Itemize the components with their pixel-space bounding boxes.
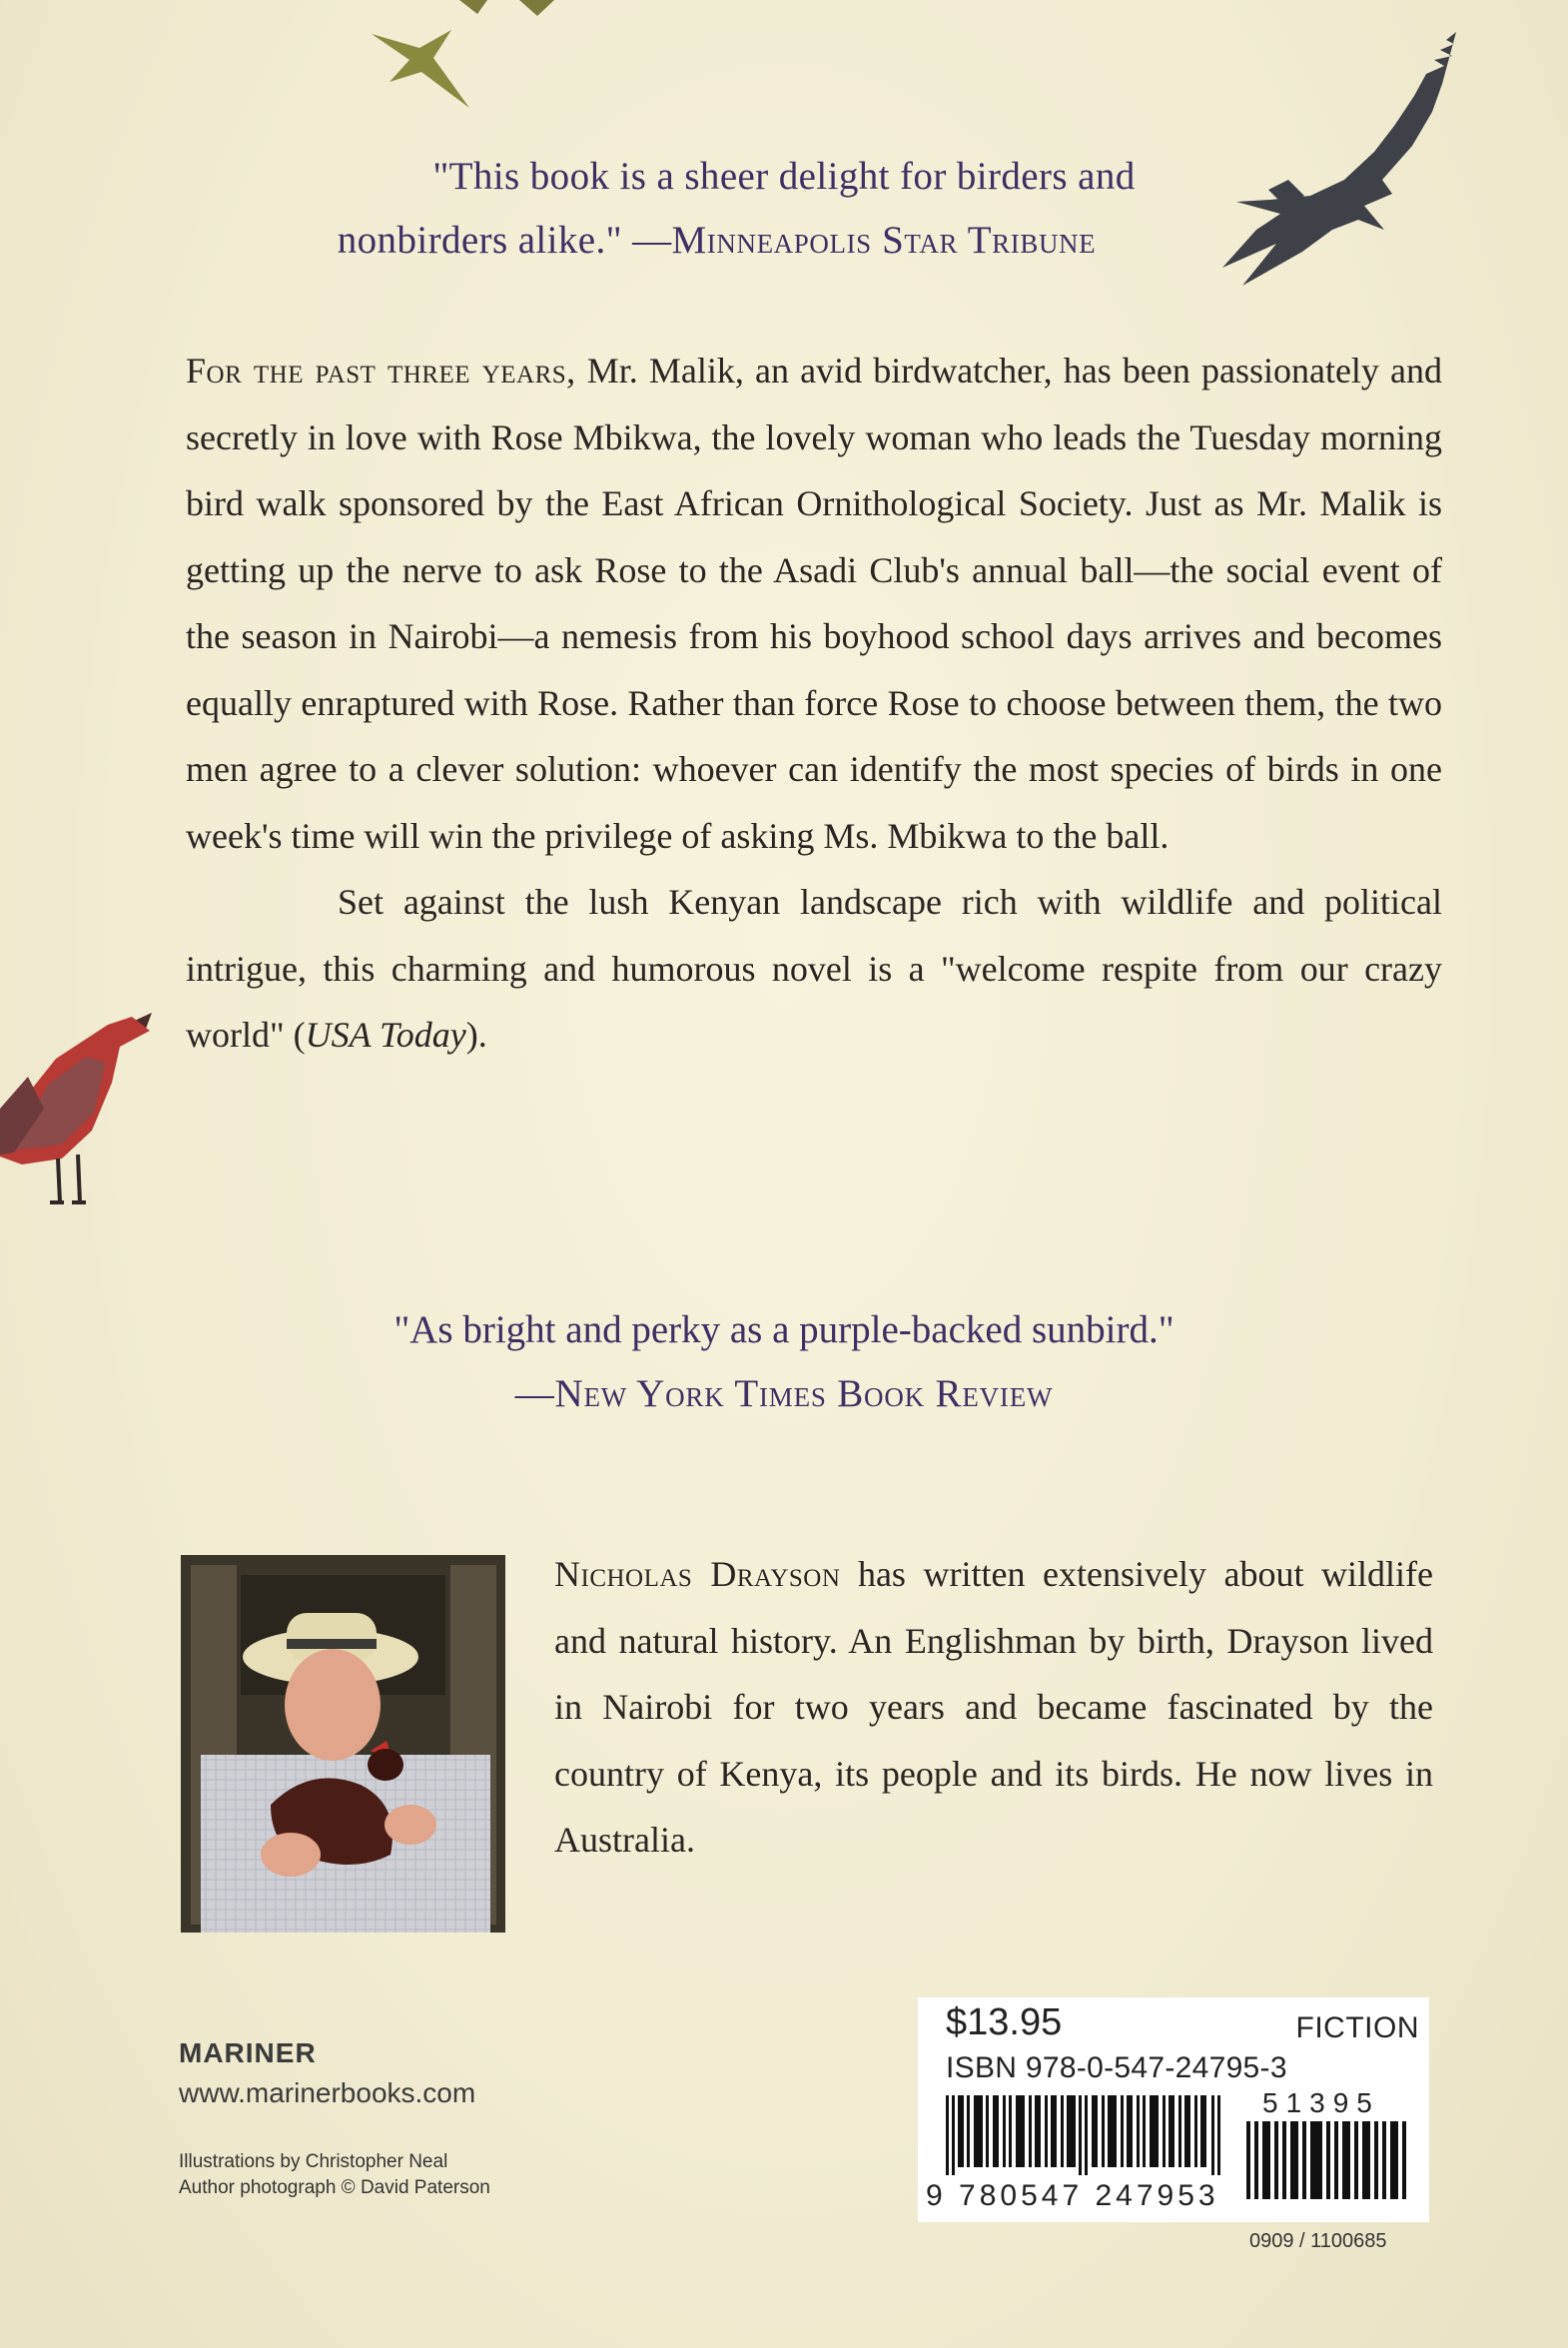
author-bio-text: has written extensively about wildlife and natural history. An Englishman by birth, Drayson lived in Nairobi for two years and became fascinated by the country of Kenya, its people and its birds. He now lives in Australia. [554,1554,1433,1860]
price: $13.95 [946,2001,1063,2043]
illustration-credit: Illustrations by Christopher Neal [179,2151,448,2172]
quote-top-attribution: Minneapolis Star Tribune [671,219,1097,262]
blurb-paragraph-2-text: Set against the lush Kenyan landscape rich with wildlife and political intrigue, this charming and humorous novel is a "welcome respite from our crazy world" ( [186,882,1442,1055]
publisher-url: www.marinerbooks.com [179,2077,476,2108]
blurb-source: USA Today [305,1015,466,1055]
quote-top-line2: nonbirders alike." — [337,219,672,262]
blurb-paragraph-2-end: ). [465,1015,487,1055]
blurb-paragraph-2 [186,869,1442,1069]
publisher-block [179,2033,475,2113]
price-addon-number: 51395 [1262,2087,1380,2118]
book-blurb [186,338,1442,1069]
olive-swallow-illustration [360,0,599,120]
isbn: ISBN 978-0-547-24795-3 [946,2051,1287,2084]
quote-top-line1: "This book is a sheer delight for birders and [432,155,1136,198]
credits-block [179,2149,490,2201]
ean-barcode [946,2095,1220,2175]
price-addon-barcode [1246,2121,1408,2199]
author-name: Nicholas Drayson [554,1554,841,1594]
genre-label: FICTION [1295,2011,1419,2044]
barcode-label [918,1997,1429,2222]
author-bio [554,1541,1433,1874]
author-photo [181,1555,505,1933]
red-bird-illustration [0,989,190,1228]
quote-middle-attribution: —New York Times Book Review [514,1372,1054,1415]
blurb-paragraph-1 [186,338,1442,869]
quote-middle-text: "As bright and perky as a purple-backed sunbird." [393,1308,1175,1351]
photo-credit: Author photograph © David Paterson [179,2177,490,2198]
blurb-lead-in: For the past three years, [186,351,576,391]
review-quote-top [0,145,1568,273]
blurb-paragraph-1-text: Mr. Malik, an avid birdwatcher, has been passionately and secretly in love with Rose Mbikwa, the lovely woman who leads the Tuesday morning bird walk sponsored by the East African Ornithological Society. Just as Mr. Malik is getting up the nerve to ask Rose to the Asadi Club's annual ball—the social event of the season in Nairobi—a nemesis from his boyhood school days arrives and becomes equally enraptured with Rose. Rather than force Rose to choose between them, the two men agree to a clever solution: whoever can identify the most species of birds in one week's time will win the privilege of asking Ms. Mbikwa to the ball. [186,351,1443,856]
print-code: 0909 / 1100685 [1249,2230,1387,2252]
publisher-name: MARINER [179,2037,317,2068]
ean-digits: 9 780547 247953 [926,2179,1219,2212]
review-quote-middle [0,1298,1568,1426]
